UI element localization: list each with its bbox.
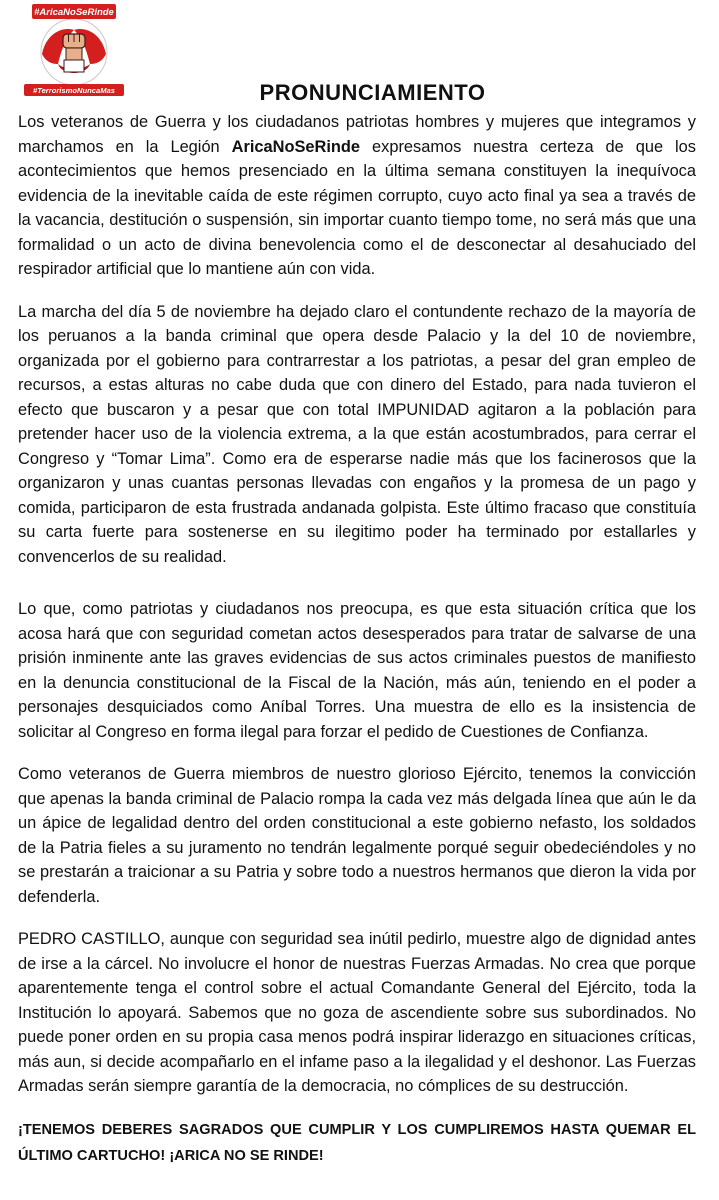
paragraph-4: Como veteranos de Guerra miembros de nuestro glorioso Ejército, tenemos la convicción que apenas la banda criminal de Palacio rompa la cada vez más delgada línea que aún le da un ápice de legalidad dentro del orden constitucional a este gobierno nefasto, los soldados de la Patria fieles a su juramento no tendrán legalmente porqué seguir obedeciéndoles y no se prestarán a traicionar a su Patria y sobre todo a nuestros hermanos que dieron la vida por defenderla. [18, 765, 696, 906]
paragraph-3: Lo que, como patriotas y ciudadanos nos preocupa, es que esta situación crítica que los acosa hará que con seguridad cometan actos desesperados para tratar de salvarse de una prisión inminente ante las graves evidencias de sus actos criminales puestos de manifiesto en la denuncia constitucional de la Fiscal de la Nación, más aún, teniendo en el poder a personajes desquiciados como Aníbal Torres. Una muestra de ello es la insistencia de solicitar al Congreso en forma ilegal para forzar el pedido de Cuestiones de Confianza. [18, 600, 696, 741]
paragraph-1-end: expresamos nuestra certeza de que los acontecimientos que hemos presenciado en la última semana constituyen la inequívoca evidencia de la inevitable caída de este régimen corrupto, cuyo acto final ya sea a través de la vacancia, destitución o suspensión, sin importar cuanto tiempo tome, no será más que una formalidad o un acto de divina benevolencia como el de desconectar al desahuciado del respirador artificial que lo mantiene aún con vida. [18, 137, 696, 278]
logo-top-hashtag: #AricaNoSeRinde [34, 7, 114, 18]
paragraph-1 [18, 110, 696, 282]
logo-bottom-hashtag: #TerrorismoNuncaMas [32, 86, 116, 95]
paragraph-1-legion-name: AricaNoSeRinde [231, 137, 361, 156]
paragraph-5: PEDRO CASTILLO, aunque con seguridad sea inútil pedirlo, muestre algo de dignidad antes de irse a la cárcel. No involucre el honor de nuestras Fuerzas Armadas. No crea que porque aparentemente tenga el control sobre el actual Comandante General del Ejército, toda la Institución lo apoyará. Sabemos que no goza de ascendiente sobre sus subordinados. No puede poner orden en su propia casa menos podrá inspirar liderazgo en situaciones críticas, más aun, si decide acompañarlo en el infame paso a la ilegalidad y el deshonor. Las Fuerzas Armadas serán siempre garantía de la democracia, no cómplices de su destrucción. [18, 930, 696, 1095]
paragraph-1-start: Los veteranos de Guerra y los ciudadanos patriotas hombres y mujeres que integramos y marchamos en la Legión [18, 113, 696, 156]
paragraph-2: La marcha del día 5 de noviembre ha dejado claro el contundente rechazo de la mayoría de los peruanos a la banda criminal que opera desde Palacio y la del 10 de noviembre, organizada por el gobierno para contrarrestar a los patriotas, a pesar del gran empleo de recursos, a estas alturas no cabe duda que con dinero del Estado, para nada tuvieron el efecto que buscaron y a pesar que con total IMPUNIDAD agitaron a la población para pretender hacer uso de la violencia extrema, a la que están acostumbrados, para cerrar el Congreso y “Tomar Lima”. Como era de esperarse nadie más que los facinerosos que la organizaron y unas cuantas personas llevadas con engaños y la promesa de un pago y comida, participaron de esta frustrada andanada golpista. Este último fracaso que constituía su carta fuerte para sostenerse en su ilegitimo poder ha terminado por estallarles y convencerlos de su realidad. [18, 302, 696, 566]
document-body [18, 110, 696, 1169]
closing-statement: ¡TENEMOS DEBERES SAGRADOS QUE CUMPLIR Y LOS CUMPLIREMOS HASTA QUEMAR EL ÚLTIMO CARTUCHO! ¡ARICA NO SE RINDE! [18, 1121, 696, 1164]
page-title: PRONUNCIAMIENTO [259, 80, 486, 105]
